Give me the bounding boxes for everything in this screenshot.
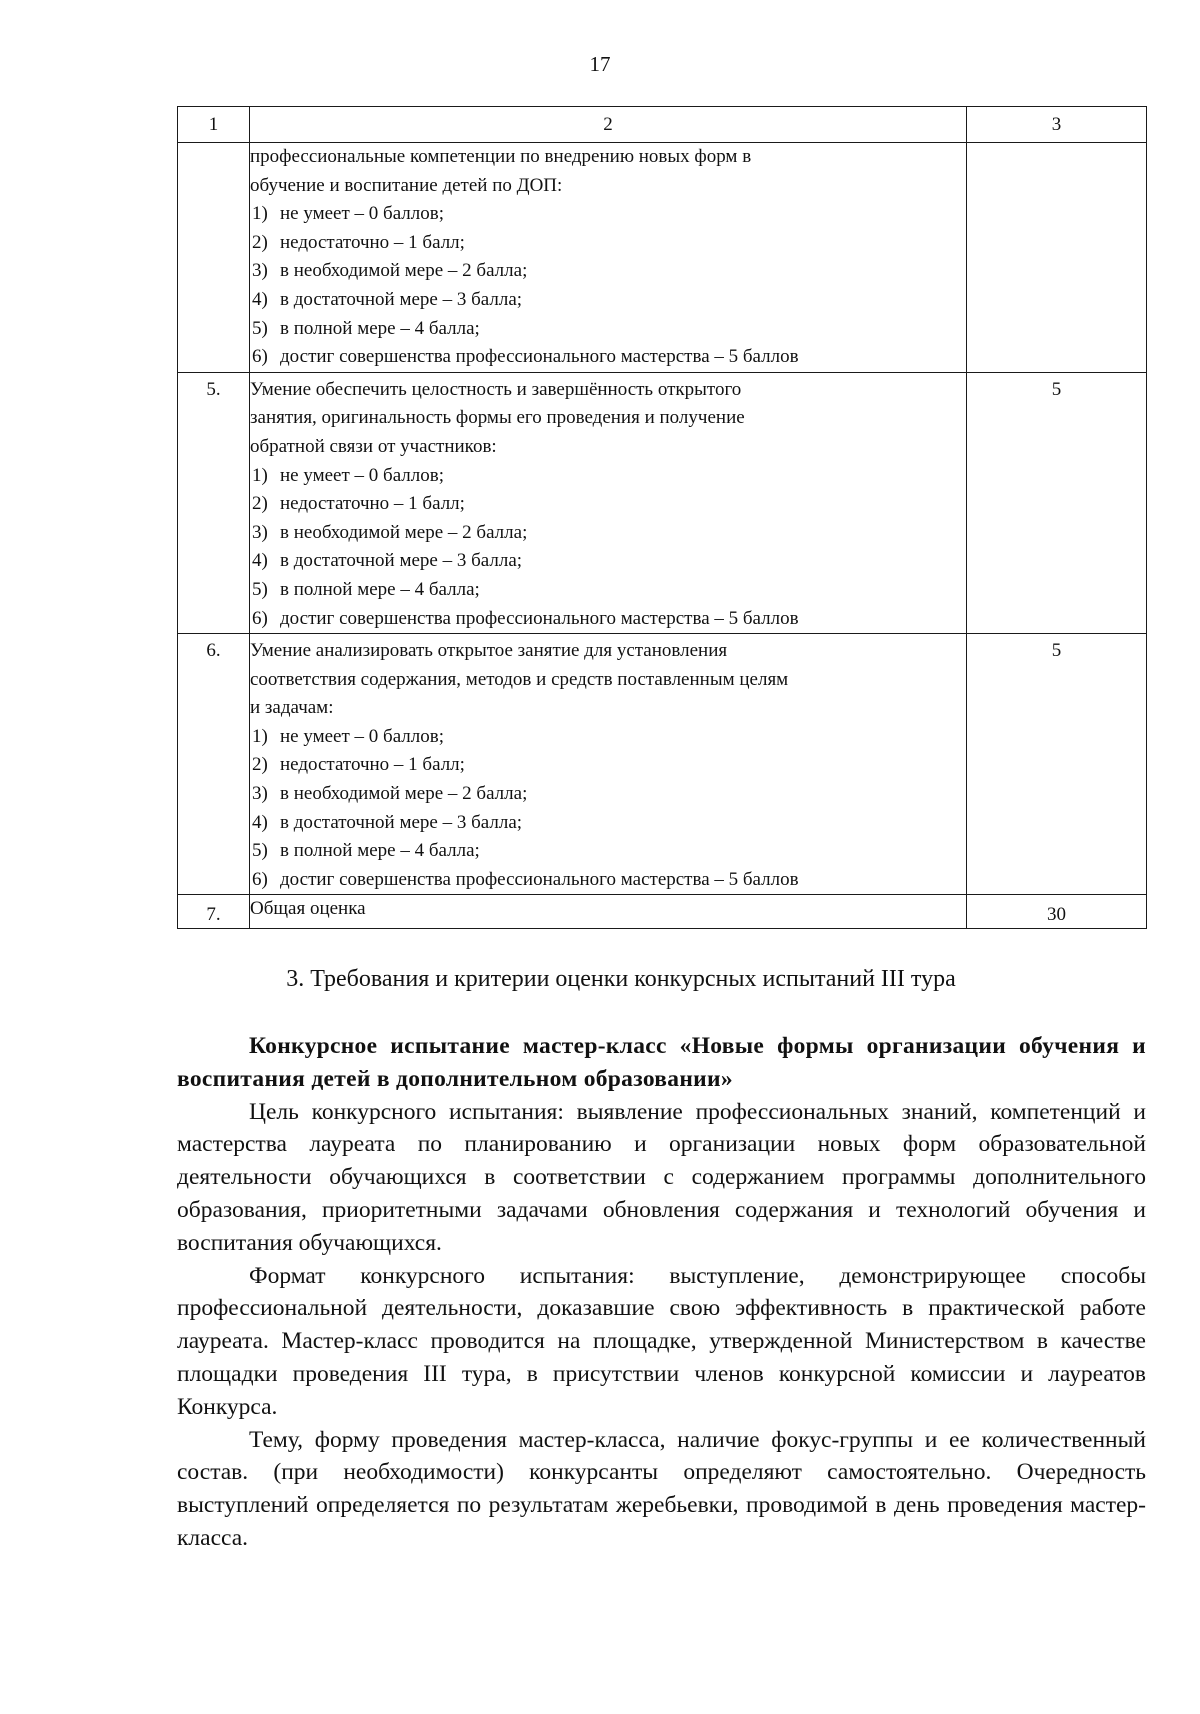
paragraph-topic: Тему, форму проведения мастер-класса, наличие фокус-группы и ее количественный состав. (при необходимости) конкурсанты определяют самостоятельно. Очередность выступлений определяется по результатам жеребьевки, проводимой в день проведения мастер-класса. [177, 1426, 1146, 1551]
header-col-3: 3 [967, 107, 1147, 143]
table-header-row [178, 107, 1147, 143]
contest-title: Конкурсное испытание мастер-класс «Новые формы организации обучения и воспитания детей в дополнительном образовании» [177, 1033, 1146, 1092]
body-text [177, 1030, 1146, 1555]
score-item: 6) достиг совершенства профессионального мастерства – 5 баллов [252, 346, 799, 368]
criterion-line: обратной связи от участников: [250, 435, 497, 457]
page-number: 17 [589, 52, 611, 76]
score-item: 4) в достаточной мере – 3 балла; [252, 811, 523, 833]
criterion-cell [250, 634, 967, 895]
score-item: 3) в необходимой мере – 2 балла; [252, 521, 528, 543]
criterion-line: Умение обеспечить целостность и завершённость открытого [250, 378, 742, 400]
header-col-2: 2 [250, 107, 967, 143]
row-number-cell: 6. [178, 634, 250, 895]
score-item: 1) не умеет – 0 баллов; [252, 464, 445, 486]
row-number-cell [178, 143, 250, 373]
points-cell [967, 143, 1147, 373]
paragraph-goal: Цель конкурсного испытания: выявление профессиональных знаний, компетенций и мастерства лауреата по планированию и организации новых форм образовательной деятельности обучающихся в соответствии с содержанием программы дополнительного образования, приоритетными задачами обновления содержания и технологий обучения и воспитания обучающихся. [177, 1098, 1146, 1256]
table-row-continuation [178, 143, 1147, 373]
criterion-line: соответствия содержания, методов и средств поставленным целям [250, 668, 789, 690]
total-points-cell: 30 [967, 895, 1147, 929]
criterion-cell [250, 143, 967, 373]
total-label-cell: Общая оценка [250, 895, 967, 929]
row-number-cell: 7. [178, 895, 250, 929]
score-item: 2) недостаточно – 1 балл; [252, 493, 465, 515]
score-item: 5) в полной мере – 4 балла; [252, 578, 480, 600]
score-item: 5) в полной мере – 4 балла; [252, 317, 480, 339]
section-heading: 3. Требования и критерии оценки конкурсных испытаний III тура [286, 966, 956, 992]
points-cell: 5 [967, 634, 1147, 895]
criteria-table [177, 106, 1147, 929]
table-row-7 [178, 895, 1147, 929]
score-item: 1) не умеет – 0 баллов; [252, 203, 445, 225]
criterion-line: профессиональные компетенции по внедрению новых форм в [250, 146, 752, 167]
score-item: 5) в полной мере – 4 балла; [252, 840, 480, 862]
score-item: 4) в достаточной мере – 3 балла; [252, 288, 523, 310]
paragraph-format: Формат конкурсного испытания: выступление, демонстрирующее способы профессиональной деятельности, доказавшие свою эффективность в практической работе лауреата. Мастер-класс проводится на площадке, утвержденной Министерством в качестве площадки проведения III тура, в присутствии членов конкурсной комиссии и лауреатов Конкурса. [177, 1262, 1146, 1420]
score-item: 3) в необходимой мере – 2 балла; [252, 783, 528, 805]
row-number-cell: 5. [178, 372, 250, 633]
criterion-cell [250, 372, 967, 633]
header-col-1: 1 [178, 107, 250, 143]
score-item: 4) в достаточной мере – 3 балла; [252, 550, 523, 572]
table-row-6 [178, 634, 1147, 895]
score-item: 1) не умеет – 0 баллов; [252, 725, 445, 747]
criterion-line: и задачам: [250, 697, 334, 719]
score-item: 3) в необходимой мере – 2 балла; [252, 260, 528, 282]
score-item: 6) достиг совершенства профессионального мастерства – 5 баллов [252, 868, 799, 890]
points-cell: 5 [967, 372, 1147, 633]
table-row-5 [178, 372, 1147, 633]
score-item: 2) недостаточно – 1 балл; [252, 231, 465, 253]
criterion-line: обучение и воспитание детей по ДОП: [250, 174, 563, 196]
score-item: 2) недостаточно – 1 балл; [252, 754, 465, 776]
score-item: 6) достиг совершенства профессионального мастерства – 5 баллов [252, 607, 799, 629]
criterion-line: занятия, оригинальность формы его проведения и получение [250, 407, 745, 429]
criterion-line: Умение анализировать открытое занятие для установления [250, 640, 728, 662]
